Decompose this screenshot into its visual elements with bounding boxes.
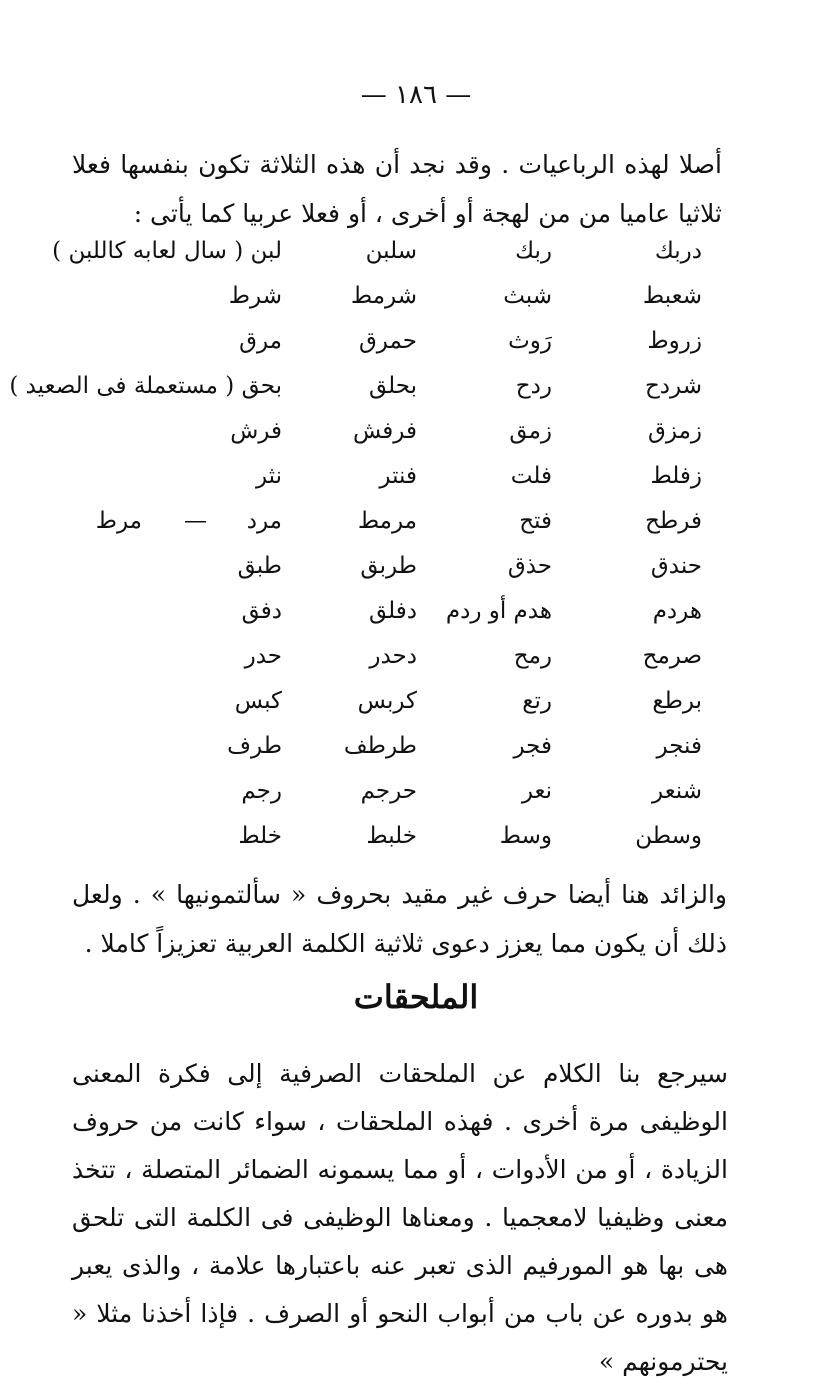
word-cell: وسط [499,823,552,849]
word-cell: كبس [234,688,282,714]
word-cell: زمق [509,418,552,444]
word-row [82,508,702,553]
word-cell: حدر [244,643,282,669]
word-cell: هردم [652,598,702,624]
word-row [82,283,702,328]
word-cell: رَوث [508,328,552,354]
word-cell: رتع [522,688,552,714]
word-row [82,778,702,823]
word-cell: زفلط [650,463,702,489]
word-cell: شبث [503,283,552,309]
word-row [9,373,702,418]
word-cell: ربك [515,238,552,264]
word-cell: طرف [227,733,282,759]
word-row [82,328,702,373]
word-cell: رمح [513,643,552,669]
second-paragraph: والزائد هنا أيضا حرف غير مقيد بحروف « سألتمونيها » . ولعل ذلك أن يكون مما يعزز دعوى ثلاثية الكلمة العربية تعزيزاً كاملا . [72,880,727,958]
word-row [82,598,702,643]
word-cell: لبن ( سال لعابه كاللبن ) [52,238,282,264]
word-row [82,688,702,733]
word-row [52,238,702,283]
word-cell: دفق [241,598,282,624]
word-cell: بحلق [368,373,417,399]
word-cell: برطع [652,688,702,714]
word-cell: مرد [246,508,282,534]
section-title: الملحقات [353,978,479,1016]
word-row [82,823,702,868]
word-cell: كربس [357,688,417,714]
word-cell: طربق [360,553,417,579]
word-cell: حمرق [358,328,417,354]
word-cell: فرفش [352,418,417,444]
word-cell: خلط [238,823,282,849]
word-row [82,643,702,688]
word-cell: طبق [237,553,282,579]
word-cell: فرش [230,418,282,444]
word-cell: فنتر [379,463,417,489]
word-cell: صرمح [642,643,702,669]
word-cell: ردح [515,373,552,399]
word-cell: هدم أو ردم [445,598,552,624]
word-cell: فنجر [656,733,702,759]
word-cell: نعر [521,778,552,804]
word-cell: نثر [255,463,282,489]
word-cell: دحدر [369,643,417,669]
intro-paragraph: أصلا لهذه الرباعيات . وقد نجد أن هذه الثلاثة تكون بنفسها فعلا ثلاثيا عاميا من من لهجة أو أخرى ، أو فعلا عربيا كما يأتى : [72,150,722,228]
word-cell: زروط [647,328,702,354]
word-cell: مرط [95,508,142,534]
word-cell: شعبط [642,283,702,309]
word-cell: رجم [241,778,282,804]
word-cell: وسطن [635,823,702,849]
word-cell: فرطح [645,508,702,534]
word-cell: شنعر [652,778,702,804]
word-cell: سلبن [365,238,417,264]
word-cell: فلت [510,463,552,489]
word-cell: خلبط [366,823,417,849]
word-cell: زمزق [648,418,702,444]
word-cell: شرط [228,283,282,309]
word-cell: شردح [644,373,702,399]
word-cell: حرجم [360,778,417,804]
word-cell: فتح [519,508,552,534]
word-table [9,238,702,868]
word-cell: مرمط [357,508,417,534]
word-cell: حذق [507,553,552,579]
word-cell: شرمط [350,283,417,309]
word-cell: دفلق [368,598,417,624]
word-cell: فجر [513,733,552,759]
word-row [82,463,702,508]
word-cell: حندق [650,553,702,579]
page-number: — ١٨٦ — [360,80,472,110]
third-paragraph: سيرجع بنا الكلام عن الملحقات الصرفية إلى فكرة المعنى الوظيفى مرة أخرى . فهذه الملحقات ، سواء كانت من حروف الزيادة ، أو من الأدوات ، أو مما يسمونه الضمائر المتصلة ، تتخذ معنى وظيفيا لامعجميا . ومعناها الوظيفى فى الكلمة التى تلحق هى بها هو المورفيم الذى تعبر عنه باعتبارها علامة ، والذى يعبر هو بدوره عن باب من أبواب النحو أو الصرف . فإذا أخذنا مثلا « يحترمونهم » [72,1059,728,1376]
word-cell: طرطف [343,733,417,759]
word-cell: دربك [654,238,702,264]
word-row [82,733,702,778]
word-cell: بحق ( مستعملة فى الصعيد ) [9,373,282,399]
word-cell: مرق [239,328,282,354]
word-row [82,553,702,598]
word-cell: — [184,508,207,534]
word-row [82,418,702,463]
